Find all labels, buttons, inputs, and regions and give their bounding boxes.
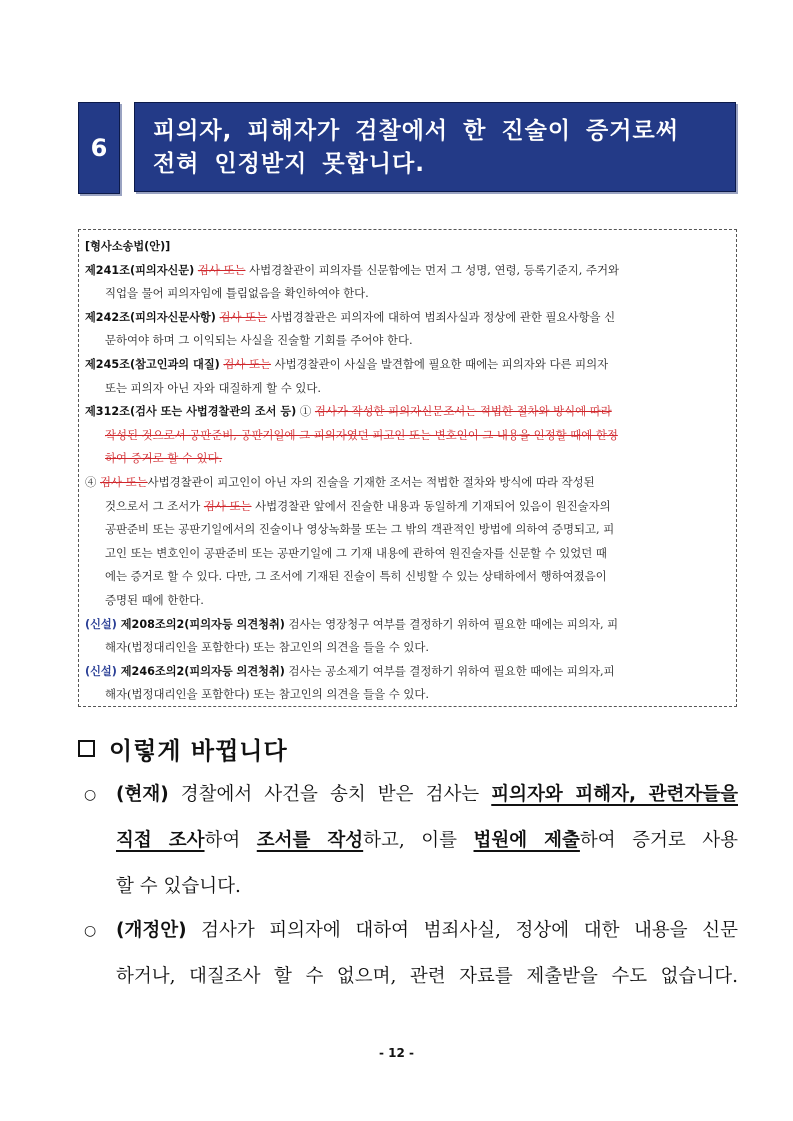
article-208-2-title: 제208조의2(피의자등 의견청취) <box>116 617 285 631</box>
new-article-tag: (신설) <box>85 617 117 631</box>
article-208-2 <box>85 613 730 637</box>
paragraph-4-cont <box>85 495 730 519</box>
deleted-text: 검사가 작성한 피의자신문조서는 적법한 절차와 방식에 따라 <box>314 404 612 419</box>
deleted-text: 검사 또는 <box>219 309 268 324</box>
law-heading: [형사소송법(안)] <box>85 240 171 253</box>
article-312-deleted-cont <box>85 424 730 448</box>
section-title-line2: 전혀 인정받지 못합니다. <box>153 151 425 177</box>
article-242-cont: 문하여야 하며 그 이익되는 사실을 진술할 기회를 주어야 한다. <box>105 333 413 348</box>
section-title-banner <box>134 102 736 192</box>
article-245-title: 제245조(참고인과의 대질) <box>85 357 220 371</box>
item-text: 검사가 피의자에 대하여 범죄사실, 정상에 대한 내용을 신문 <box>186 920 738 941</box>
article-241-title: 제241조(피의자신문) <box>85 263 195 277</box>
section-title-line1: 피의자, 피해자가 검찰에서 한 진술이 증거로써 <box>153 118 679 144</box>
article-245-cont: 또는 피의자 아닌 자와 대질하게 할 수 있다. <box>105 380 322 395</box>
circle-bullet-icon: ○ <box>84 787 97 803</box>
article-245 <box>85 353 730 377</box>
item-label: (개정안) <box>116 920 187 941</box>
changes-heading-text: 이렇게 바뀝니다 <box>109 736 288 765</box>
article-246-2 <box>85 660 730 684</box>
article-312-deleted-cont <box>85 447 730 471</box>
changes-heading <box>78 730 288 766</box>
paragraph-4-cont: 고인 또는 변호인이 공판준비 또는 공판기일에 그 기재 내용에 관하여 원진술자를 신문할 수 있었던 때 <box>105 545 607 560</box>
deleted-text: 검사 또는 <box>197 262 246 277</box>
article-242 <box>85 306 730 330</box>
item-text: 하여 증거로 사용 <box>579 830 738 851</box>
new-article-tag: (신설) <box>85 664 117 678</box>
emphasis-text: 피의자와 피해자, 관련자들을 <box>491 784 738 805</box>
article-208-2-text: 검사는 영장청구 여부를 결정하기 위하여 필요한 때에는 피의자, 피 <box>284 616 619 631</box>
emphasis-text: 법원에 제출 <box>473 830 580 851</box>
article-312-title: 제312조(검사 또는 사법경찰관의 조서 등) <box>85 405 297 419</box>
item-text: 하여 <box>204 830 257 851</box>
section-number-badge <box>78 102 120 194</box>
paragraph-4-cont: 증명된 때에 한한다. <box>105 592 204 607</box>
deleted-text: 검사 또는 <box>203 498 252 513</box>
paragraph-4-mark: ④ <box>85 474 101 489</box>
article-241 <box>85 259 730 283</box>
paragraph-4-text: 것으로서 그 조서가 <box>105 498 204 513</box>
list-item-amendment <box>84 908 738 1000</box>
item-text: 하고, 이를 <box>363 830 474 851</box>
emphasis-text: 조서를 작성 <box>256 830 364 851</box>
article-246-2-text: 검사는 공소제기 여부를 결정하기 위하여 필요한 때에는 피의자,피 <box>284 663 615 678</box>
deleted-text: 검사 또는 <box>223 356 272 371</box>
item-text: 경찰에서 사건을 송치 받은 검사는 <box>168 784 492 805</box>
article-246-2-title: 제246조의2(피의자등 의견청취) <box>116 664 285 678</box>
section-number: 6 <box>90 134 108 162</box>
square-bullet-icon <box>78 740 95 757</box>
list-item-current <box>84 772 738 910</box>
item-label: (현재) <box>116 784 169 805</box>
deleted-text: 하여 증거로 할 수 있다. <box>105 451 223 466</box>
item-text: 하거나, 대질조사 할 수 없으며, 관련 자료를 제출받을 수도 없습니다. <box>116 966 738 987</box>
article-242-text: 사법경찰관은 피의자에 대하여 범죄사실과 정상에 관한 필요사항을 신 <box>267 309 616 324</box>
article-312 <box>85 400 730 424</box>
paragraph-4-text: 사법경찰관이 피고인이 아닌 자의 진술을 기재한 조서는 적법한 절차와 방식에 따라 작성된 <box>147 474 595 489</box>
article-242-title: 제242조(피의자신문사항) <box>85 310 216 324</box>
emphasis-text: 직접 조사 <box>116 830 205 851</box>
article-312-paragraph-4 <box>85 471 730 495</box>
paragraph-4-text: 사법경찰관 앞에서 진술한 내용과 동일하게 기재되어 있음이 원진술자의 <box>251 498 611 513</box>
article-208-2-cont: 해자(법정대리인을 포함한다) 또는 참고인의 의견을 들을 수 있다. <box>105 640 429 655</box>
article-245-text: 사법경찰관이 사실을 발견함에 필요한 때에는 피의자와 다른 피의자 <box>271 356 609 371</box>
paragraph-4-cont: 에는 증거로 할 수 있다. 다만, 그 조서에 기재된 진술이 특히 신빙할 수 있는 상태하에서 행하여졌음이 <box>105 569 607 584</box>
article-241-cont: 직업을 물어 피의자임에 틀림없음을 확인하여야 한다. <box>105 286 369 301</box>
page-number: - 12 - <box>378 1046 414 1060</box>
deleted-text: 작성된 것으로서 공판준비, 공판기일에 그 피의자였던 피고인 또는 변호인이 그 내용을 인정할 때에 한정 <box>105 427 618 442</box>
article-241-text: 사법경찰관이 피의자를 신문함에는 먼저 그 성명, 연령, 등록기준지, 주거와 <box>245 262 620 277</box>
item-text: 할 수 있습니다. <box>116 876 241 897</box>
paragraph-1-mark: ① <box>296 404 315 419</box>
paragraph-4-cont: 공판준비 또는 공판기일에서의 진술이나 영상녹화물 또는 그 밖의 객관적인 방법에 의하여 증명되고, 피 <box>105 522 615 537</box>
article-246-2-cont: 해자(법정대리인을 포함한다) 또는 참고인의 의견을 들을 수 있다. <box>105 687 429 702</box>
circle-bullet-icon: ○ <box>84 923 97 939</box>
deleted-text: 검사 또는 <box>100 474 148 489</box>
law-excerpt-box <box>78 229 737 707</box>
